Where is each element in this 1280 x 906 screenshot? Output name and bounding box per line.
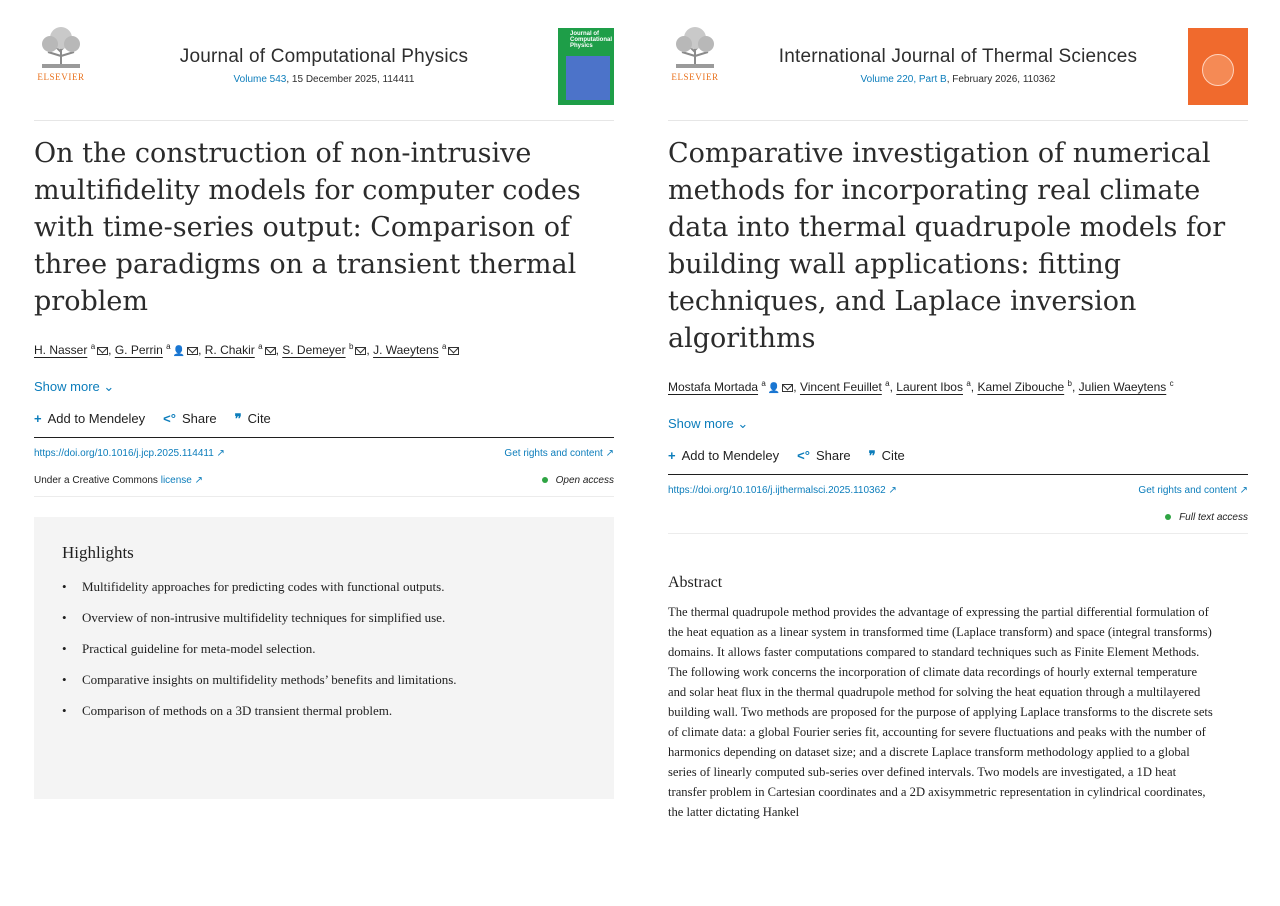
list-item: • Overview of non-intrusive multifidelity techniques for simplified use. — [82, 608, 507, 628]
doi-row — [668, 485, 1248, 496]
abstract-section — [668, 574, 1248, 822]
elsevier-logo[interactable] — [668, 26, 722, 82]
article-actions — [34, 411, 614, 438]
access-badge — [1165, 512, 1248, 523]
article-actions — [668, 448, 1248, 475]
author-link[interactable]: G. Perrin — [114, 343, 163, 357]
article-right — [668, 0, 1248, 822]
email-icon[interactable] — [448, 347, 459, 355]
rights-link[interactable] — [504, 448, 614, 459]
mendeley-label: Add to Mendeley — [47, 411, 146, 426]
share-button[interactable] — [163, 411, 217, 427]
access-text: Open access — [555, 475, 614, 486]
article-left — [34, 0, 614, 799]
elsevier-logo[interactable] — [34, 26, 88, 82]
abstract-heading: Abstract — [668, 574, 723, 591]
list-item: • Practical guideline for meta-model selection. — [82, 639, 507, 659]
journal-title[interactable]: Journal of Computational Physics — [179, 46, 469, 67]
journal-cover[interactable] — [558, 28, 614, 105]
author-link[interactable]: Vincent Feuillet — [799, 380, 882, 394]
show-more-label: Show more — [34, 379, 100, 394]
chevron-down-icon: ⌄ — [103, 379, 115, 394]
status-dot-icon — [1165, 514, 1171, 520]
person-icon[interactable]: 👤 — [767, 383, 781, 394]
highlights-list — [62, 577, 586, 721]
rights-link[interactable] — [1138, 485, 1248, 496]
publisher-name: ELSEVIER — [37, 72, 85, 82]
doi-link[interactable] — [668, 485, 897, 496]
share-icon: <° — [163, 411, 176, 426]
doi-row — [34, 448, 614, 459]
show-more-button[interactable] — [34, 379, 614, 395]
quote-icon: ❞ — [868, 448, 876, 463]
email-icon[interactable] — [782, 384, 793, 392]
share-button[interactable] — [797, 448, 851, 464]
mendeley-label: Add to Mendeley — [681, 448, 780, 463]
status-dot-icon — [542, 477, 548, 483]
share-label: Share — [181, 411, 217, 426]
affiliation-sup: a — [166, 342, 171, 351]
issue-info: , February 2026, 110362 — [946, 74, 1056, 85]
author-link[interactable]: Kamel Zibouche — [977, 380, 1065, 394]
show-more-button[interactable] — [668, 416, 1248, 432]
external-link-icon: ↗ — [1239, 485, 1248, 496]
license-row — [34, 475, 614, 497]
license-link-text: license — [160, 475, 192, 486]
email-icon[interactable] — [187, 347, 198, 355]
quote-icon: ❞ — [234, 411, 242, 426]
plus-icon: + — [34, 411, 42, 426]
list-item: • Comparative insights on multifidelity methods’ benefits and limitations. — [82, 670, 507, 690]
author-list: H. Nasser $^a$ , G. Perrin $^a$ 👤 , R. Chakir $^a$ , S. Demeyer $^b$ , J. Waeytens $^a$ — [34, 342, 614, 357]
abstract-text: The thermal quadrupole method provides the advantage of expressing the partial differential formulation of the heat equation as a linear system in transformed time (Laplace transform) and space (integral transforms) domains. It allows faster computations compared to standard techniques such as Finite Element Methods. The following work concerns the incorporation of climate data recordings of hourly external temperature and solar heat flux in the thermal quadrupole method for solving the heat equation through a multilayered building wall. Two methods are proposed for the purpose of applying Laplace transforms to the discrete sets of climate data: a global Fourier series fit, accounting for severe fluctuations and peaks with the number of harmonics depending on dataset size; and a discrete Laplace transform methodology applied to a global series of linearly computed sub-series over defined intervals. Two models are investigated, a 1D heat transfer problem in Cartesian coordinates and a 2D axisymmetric representation in cylindrical coordinates, the latter dictating Hankel — [668, 605, 1213, 819]
publisher-name: ELSEVIER — [671, 72, 719, 82]
affiliation-sup: a — [441, 342, 447, 351]
external-link-icon: ↗ — [216, 448, 225, 459]
external-link-icon: ↗ — [605, 448, 614, 459]
article-title: On the construction of non-intrusive multifidelity models for computer codes with time-series output: Comparison of three paradigms on a transient thermal problem — [34, 138, 581, 317]
issue-info: , 15 December 2025, 114411 — [286, 74, 415, 85]
cover-image — [566, 56, 610, 100]
list-item: • Multifidelity approaches for predicting codes with functional outputs. — [82, 577, 507, 597]
rights-text: Get rights and content — [1138, 485, 1237, 496]
cover-image — [1202, 54, 1234, 86]
doi-link[interactable] — [34, 448, 225, 459]
show-more-label: Show more — [668, 416, 734, 431]
author-link[interactable]: R. Chakir — [204, 343, 255, 357]
author-link[interactable]: S. Demeyer — [282, 343, 346, 357]
access-text: Full text access — [1179, 512, 1248, 523]
author-list: Mostafa Mortada $^a$ 👤 , Vincent Feuillet $^a$, Laurent Ibos $^a$, Kamel Zibouche $^b$, Julien Waeytens $^c$ — [668, 379, 1174, 394]
email-icon[interactable] — [97, 347, 108, 355]
author-link[interactable]: H. Nasser — [34, 343, 88, 357]
doi-text: https://doi.org/10.1016/j.ijthermalsci.2025.110362 — [668, 485, 886, 496]
author-link[interactable]: J. Waeytens — [373, 343, 439, 357]
doi-text: https://doi.org/10.1016/j.jcp.2025.114411 — [34, 448, 214, 459]
rights-text: Get rights and content — [504, 448, 603, 459]
cite-button[interactable] — [235, 411, 271, 427]
list-item: • Comparison of methods on a 3D transient thermal problem. — [82, 701, 507, 721]
author-link[interactable]: Mostafa Mortada — [668, 380, 759, 394]
affiliation-sup: a — [761, 379, 766, 388]
journal-issue-info — [738, 74, 1178, 85]
volume-link[interactable]: Volume 220, Part B — [860, 74, 947, 85]
external-link-icon: ↗ — [888, 485, 897, 496]
email-icon[interactable] — [265, 347, 276, 355]
cite-label: Cite — [247, 411, 271, 426]
highlights-box — [34, 517, 614, 799]
author-link[interactable]: Julien Waeytens — [1078, 380, 1167, 394]
affiliation-sup: a — [258, 342, 263, 351]
journal-issue-info — [104, 74, 544, 85]
share-label: Share — [815, 448, 851, 463]
affiliation-sup: c — [1169, 379, 1174, 388]
journal-cover[interactable] — [1188, 28, 1248, 105]
journal-header — [34, 0, 614, 121]
license-text — [34, 475, 203, 486]
plus-icon: + — [668, 448, 676, 463]
email-icon[interactable] — [355, 347, 366, 355]
author-link[interactable]: Laurent Ibos — [896, 380, 963, 394]
external-link-icon: ↗ — [194, 475, 204, 486]
affiliation-sup: a — [885, 379, 890, 388]
volume-link[interactable]: Volume 543 — [233, 74, 287, 85]
elsevier-tree-icon — [670, 26, 720, 70]
cite-label: Cite — [881, 448, 905, 463]
license-link[interactable] — [161, 475, 203, 486]
access-badge — [542, 475, 614, 486]
access-row — [668, 512, 1248, 534]
affiliation-sup: b — [348, 342, 354, 351]
affiliation-sup: a — [966, 379, 971, 388]
person-icon[interactable]: 👤 — [172, 346, 186, 357]
article-title: Comparative investigation of numerical methods for incorporating real climate data into thermal quadrupole models for building wall applications: fitting techniques, and Laplace inversion algorithms — [668, 138, 1226, 354]
add-to-mendeley-button[interactable] — [668, 448, 779, 464]
cover-text: Journal of Computational Physics — [570, 31, 612, 49]
highlights-heading: Highlights — [62, 543, 134, 562]
cite-button[interactable] — [869, 448, 905, 464]
chevron-down-icon: ⌄ — [737, 416, 749, 431]
share-icon: <° — [797, 448, 810, 463]
affiliation-sup: a — [90, 342, 96, 351]
journal-title[interactable]: International Journal of Thermal Sciences — [778, 46, 1138, 67]
elsevier-tree-icon — [36, 26, 86, 70]
add-to-mendeley-button[interactable] — [34, 411, 145, 427]
license-prefix: Under a Creative Commons — [34, 475, 161, 486]
journal-header — [668, 0, 1248, 121]
affiliation-sup: b — [1067, 379, 1072, 388]
